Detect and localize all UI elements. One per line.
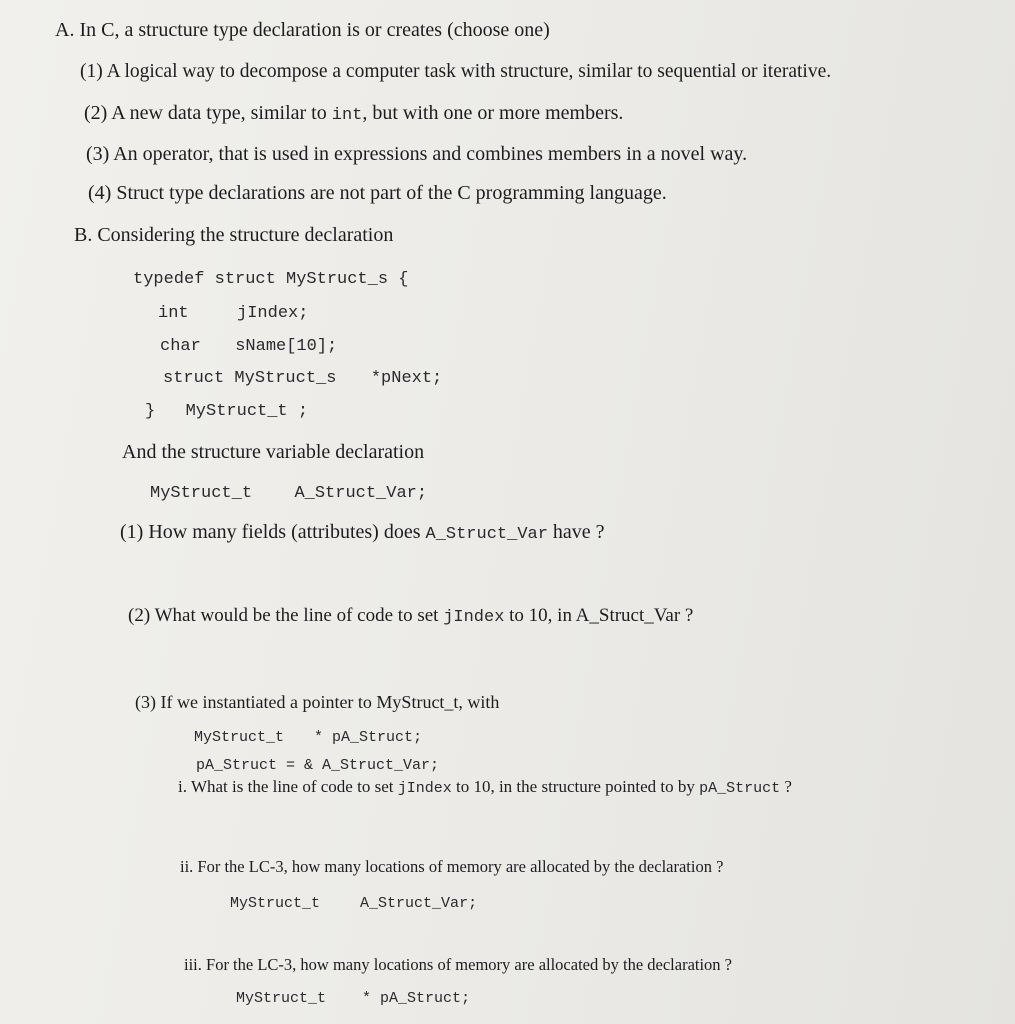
option-text: An operator, that is used in expressions and combines members in a novel way. [113, 143, 748, 165]
option-text: A logical way to decompose a computer task with structure, similar to sequential or iterative. [106, 61, 832, 82]
question-b3-i [178, 775, 792, 801]
variable-intro: And the structure variable declaration [122, 441, 425, 463]
struct-decl-field-3 [163, 367, 442, 391]
question-text: What would be the line of code to set [154, 605, 439, 626]
var-name: A_Struct_Var; [294, 484, 428, 503]
question-text: If we instantiated a pointer to MyStruct_t, with [160, 692, 500, 712]
pointer-name: * pA_Struct; [314, 729, 423, 746]
inline-code: A_Struct_Var [425, 525, 548, 544]
part-a-question-text: In C, a structure type declaration is or creates (choose one) [79, 19, 550, 41]
sub-number: iii. [184, 955, 202, 974]
declaration-ii [230, 892, 477, 916]
part-b-intro-text: Considering the structure declaration [97, 224, 394, 246]
decl-type: MyStruct_t [230, 895, 321, 912]
question-number: (2) [128, 605, 151, 626]
var-type: MyStruct_t [150, 484, 253, 503]
struct-decl-field-1 [158, 302, 308, 326]
inline-code: jIndex [397, 780, 452, 797]
part-a-option-4 [88, 181, 667, 205]
field-name: sName[10]; [235, 337, 338, 356]
inline-code: int [331, 106, 363, 125]
sub-number: ii. [180, 857, 194, 876]
question-number: (3) [135, 692, 156, 712]
struct-decl-line-1: typedef struct MyStruct_s { [133, 270, 409, 289]
sub-number: i. [178, 777, 187, 796]
part-a-option-3 [86, 142, 747, 166]
decl-name: * pA_Struct; [362, 990, 471, 1007]
option-number: (2) [84, 102, 108, 124]
part-a-option-2 [84, 101, 623, 128]
part-b-intro [74, 223, 393, 247]
field-type: int [158, 304, 189, 323]
sub-text-mid: to 10, in the structure pointed to by [455, 777, 695, 796]
field-type: char [160, 337, 201, 356]
question-b2 [128, 604, 693, 630]
question-text-tail: have ? [552, 521, 605, 543]
part-a-option-1 [80, 60, 831, 84]
question-b3-ii [180, 855, 723, 879]
part-a-label: A. [55, 19, 75, 41]
option-number: (1) [80, 61, 103, 82]
field-type: struct MyStruct_s [163, 369, 337, 388]
field-name: jIndex; [237, 304, 309, 323]
sub-text: What is the line of code to set [190, 777, 394, 796]
variable-declaration [150, 482, 427, 506]
question-b1 [120, 520, 605, 547]
typedef-name: MyStruct_t ; [185, 402, 309, 421]
option-text: A new data type, similar to [111, 102, 327, 124]
pointer-declaration [194, 726, 422, 750]
sub-text-tail: ? [784, 777, 792, 796]
decl-type: MyStruct_t [236, 990, 327, 1007]
struct-decl-close [145, 400, 308, 424]
close-brace: } [145, 402, 156, 421]
question-b3 [135, 690, 499, 714]
inline-code-2: pA_Struct [699, 780, 781, 797]
part-a-question [55, 18, 550, 42]
part-b-label: B. [74, 224, 93, 246]
option-text-tail: , but with one or more members. [362, 102, 624, 124]
declaration-iii [236, 987, 470, 1011]
pointer-type: MyStruct_t [194, 729, 285, 746]
option-text: Struct type declarations are not part of the C programming language. [116, 182, 667, 204]
struct-decl-field-2 [160, 335, 337, 359]
inline-code: jIndex [443, 608, 505, 627]
decl-name: A_Struct_Var; [360, 895, 478, 912]
question-text: How many fields (attributes) does [148, 521, 421, 543]
option-number: (4) [88, 182, 112, 204]
option-number: (3) [86, 143, 110, 165]
sub-text: For the LC-3, how many locations of memory are allocated by the declaration ? [197, 857, 724, 876]
question-number: (1) [120, 521, 144, 543]
field-name: *pNext; [370, 369, 443, 388]
question-b3-iii [184, 953, 732, 977]
pointer-assignment: pA_Struct = & A_Struct_Var; [196, 757, 440, 774]
question-text-tail: to 10, in A_Struct_Var ? [509, 605, 694, 626]
sub-text: For the LC-3, how many locations of memory are allocated by the declaration ? [206, 955, 733, 974]
